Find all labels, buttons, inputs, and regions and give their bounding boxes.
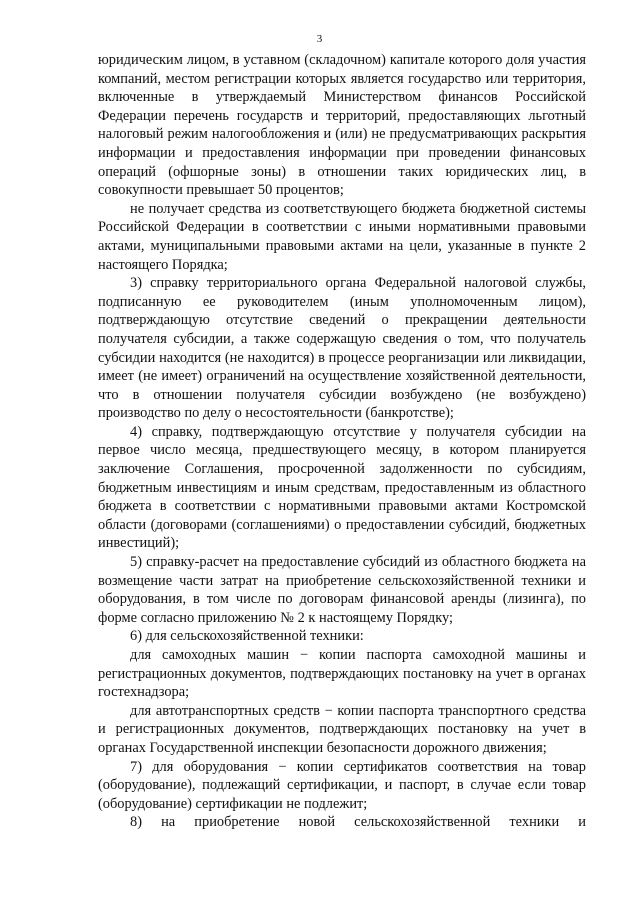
page-number: 3 [316, 33, 323, 45]
paragraph-no-budget-funds: не получает средства из соответствующего бюджета бюджетной системы Российской Федерации в соответствии с иными нормативными правовыми актами, муниципальными правовыми актами на цели, указанные в пункте 2 настоящего Порядка; [98, 200, 586, 273]
paragraph-offshore-companies: юридическим лицом, в уставном (складочном) капитале которого доля участия компаний, местом регистрации которых является государство или территория, включенные в утверждаемый Министерством финансов Российской Федерации перечень государств и территорий, предоставляющих льготный налоговый режим налогообложения и (или) не предусматривающих раскрытия информации и предоставления информации при проведении финансовых операций (офшорные зоны) в отношении таких юридических лиц, в совокупности превышает 50 процентов; [98, 52, 586, 199]
paragraph-new-machinery: 8) на приобретение новой сельскохозяйственной техники и [130, 814, 586, 831]
paragraph-motor-vehicles: для автотранспортных средств − копии паспорта транспортного средства и регистрационных документов, подтверждающих постановку на учет в органах Государственной инспекции безопасности дорожного движения; [98, 702, 586, 756]
paragraph-equipment: 7) для оборудования − копии сертификатов соответствия на товар (оборудование), подлежащий сертификации, и паспорт, в случае если товар (оборудование) сертификации не подлежит; [98, 758, 586, 812]
document-body [98, 51, 586, 832]
paragraph-tax-certificate: 3) справку территориального органа Федеральной налоговой службы, подписанную ее руководителем (иным уполномоченным лицом), подтверждающую отсутствие сведений о прекращении деятельности получателя субсидии, а также содержащую сведения о том, что получатель субсидии находится (не находится) в процессе реорганизации или ликвидации, имеет (не имеет) ограничений на осуществление хозяйственной деятельности, что в отношении получателя субсидии возбуждено (не возбуждено) производство по делу о несостоятельности (банкротстве); [98, 275, 586, 422]
paragraph-no-debt-certificate: 4) справку, подтверждающую отсутствие у получателя субсидии на первое число месяца, предшествующего месяцу, в котором планируется заключение Соглашения, просроченной задолженности по субсидиям, бюджетным инвестициям и иным средствам, предоставленным из областного бюджета в соответствии с нормативными правовыми актами Костромской области (договорами (соглашениями) о предоставлении субсидий, бюджетных инвестиций); [98, 423, 586, 552]
paragraph-agricultural-machinery: 6) для сельскохозяйственной техники: [130, 628, 364, 645]
paragraph-self-propelled-machines: для самоходных машин − копии паспорта самоходной машины и регистрационных документов, подтверждающих постановку на учет в органах гостехнадзора; [98, 647, 586, 701]
paragraph-calculation-certificate: 5) справку-расчет на предоставление субсидий из областного бюджета на возмещение части затрат на приобретение сельскохозяйственной техники и оборудования, в том числе по договорам финансовой аренды (лизинга), по форме согласно приложению № 2 к настоящему Порядку; [98, 554, 586, 626]
